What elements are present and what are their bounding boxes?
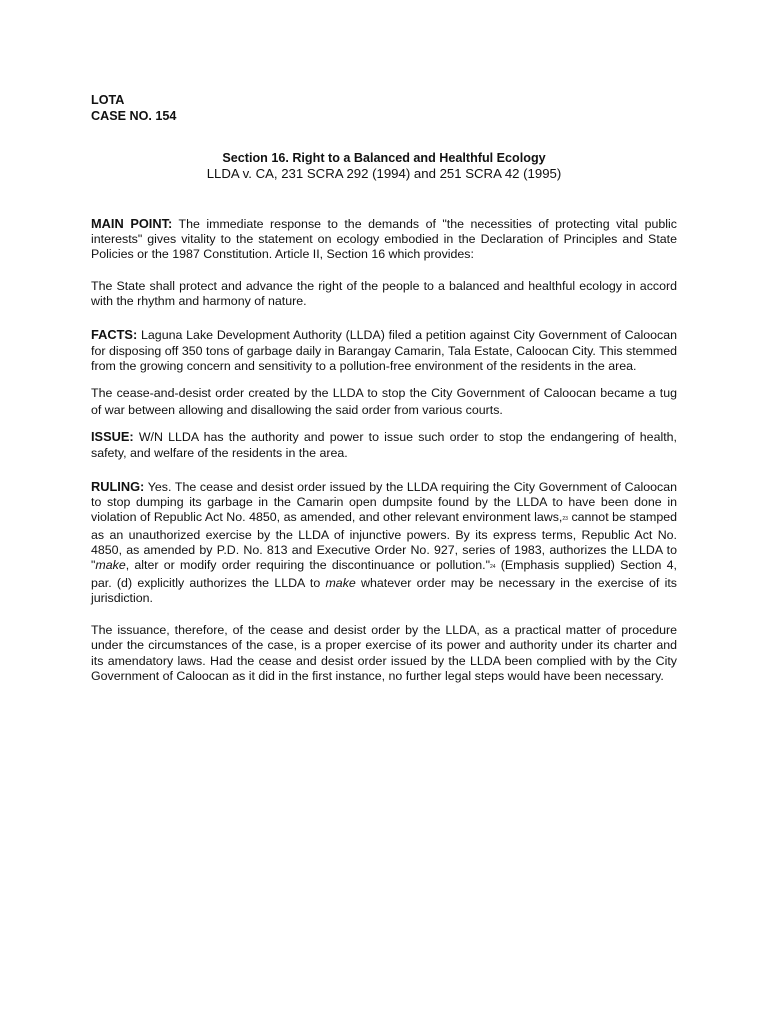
main-point-text: The immediate response to the demands of "the necessities of protecting vital public interests" gives vitality to the statement on ecology embodied in the Declaration of Principles and State Policies or the 1987 Constitution. Article II, Section 16 which provides: [91, 217, 677, 261]
conclusion-paragraph: The issuance, therefore, of the cease and desist order by the LLDA, as a practical matter of procedure under the circumstances of the case, is a proper exercise of its power and authority under its charter and its amendatory laws. Had the cease and desist order issued by the LLDA been complied with by the City Government of Caloocan as it did in the first instance, no further legal steps would have been necessary. [91, 622, 677, 683]
footnote-ref-24: 24 [489, 563, 496, 570]
footnote-ref-23: 23 [562, 515, 568, 522]
ruling-paragraph [91, 479, 677, 606]
facts-text: Laguna Lake Development Authority (LLDA) filed a petition against City Government of Caloocan for disposing off 350 tons of garbage daily in Barangay Camarin, Tala Estate, Caloocan City. This stemmed from the growing concern and sensitivity to a pollution-free environment of the residents in the area. [91, 328, 677, 373]
ruling-emphasis-make-2: make [325, 575, 356, 590]
document-page [91, 92, 677, 685]
ruling-text-2: cannot be stamped as an unauthorized exercise by the LLDA of injunctive powers. By its express terms, Republic Act No. 4850, as amended by P.D. No. 813 and Executive Order No. 927, series of 1983, authorizes the LLDA to " [91, 509, 677, 572]
facts-paragraph [91, 327, 677, 375]
facts-label: FACTS: [91, 327, 138, 342]
header-case-number: CASE NO. 154 [91, 109, 177, 123]
title-block [91, 150, 677, 182]
issue-text: W/N LLDA has the authority and power to issue such order to stop the endangering of health, safety, and welfare of the residents in the area. [91, 429, 677, 460]
main-point-paragraph [91, 216, 677, 262]
issue-paragraph [91, 429, 677, 461]
facts-paragraph-2: The cease-and-desist order created by the LLDA to stop the City Government of Caloocan became a tug of war between allowing and disallowing the said order from various courts. [91, 385, 677, 417]
constitution-quote: The State shall protect and advance the right of the people to a balanced and healthful ecology in accord with the rhythm and harmony of nature. [91, 279, 677, 308]
ruling-text-5: whatever order may be necessary in the exercise of its jurisdiction. [91, 575, 677, 605]
ruling-text-3: , alter or modify order requiring the discontinuance or pollution." [125, 557, 490, 572]
header-lota: LOTA [91, 93, 125, 107]
ruling-text-4: (Emphasis supplied) Section 4, par. (d) explicitly authorizes the LLDA to [91, 557, 677, 590]
ruling-text-1: Yes. The cease and desist order issued by the LLDA requiring the City Government of Caloocan to stop dumping its garbage in the Camarin open dumpsite found by the LLDA to have been done in violation of Republic Act No. 4850, as amended, and other relevant environment laws, [91, 479, 677, 524]
ruling-label: RULING: [91, 478, 145, 494]
main-point-label: MAIN POINT: [91, 216, 173, 231]
ruling-emphasis-make: make [95, 557, 126, 572]
section-title: Section 16. Right to a Balanced and Healthful Ecology [222, 151, 546, 165]
issue-label: ISSUE: [91, 428, 134, 444]
case-citation: LLDA v. CA, 231 SCRA 292 (1994) and 251 SCRA 42 (1995) [206, 166, 562, 181]
